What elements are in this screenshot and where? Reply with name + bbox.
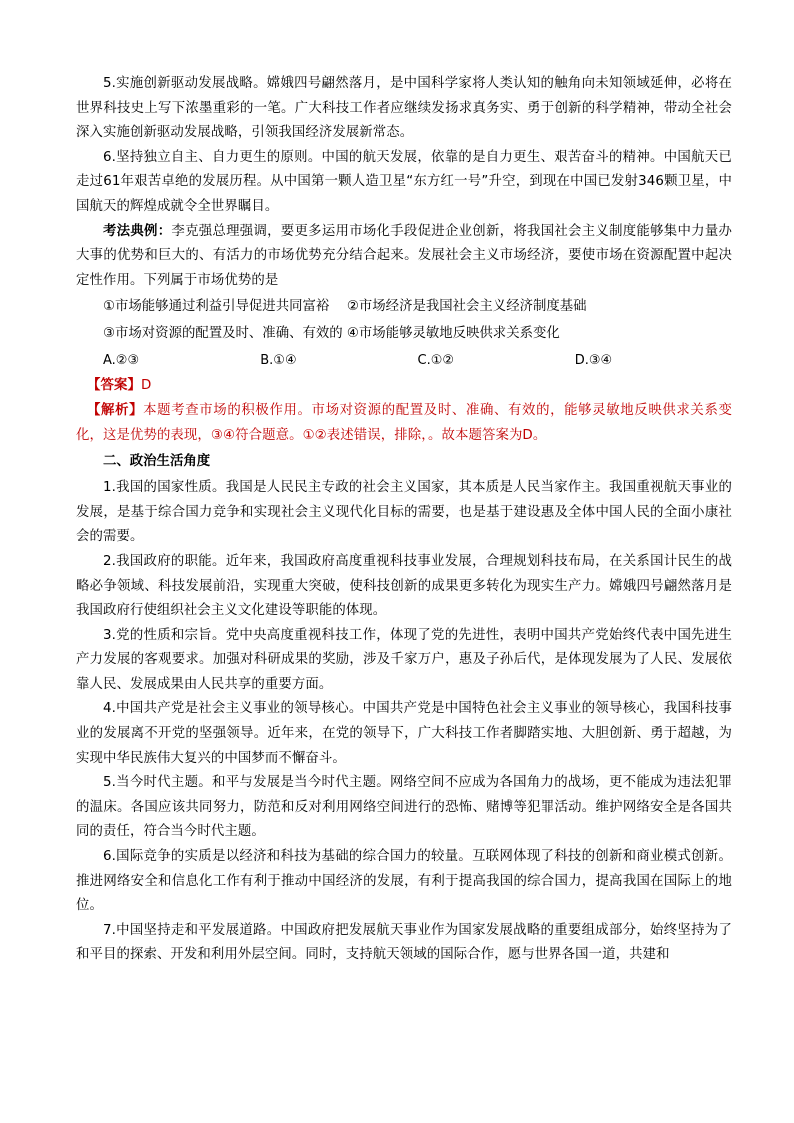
- paragraph-heading: 7.中国坚持走和平发展道路。: [103, 922, 281, 938]
- paragraph-b2: [76, 550, 732, 624]
- answer-choices: [76, 347, 732, 374]
- paragraph-b6: [76, 845, 732, 919]
- paragraph-b7: [76, 919, 732, 968]
- answer-line: [76, 374, 732, 399]
- paragraph-heading: 6.坚持独立自主、自力更生的原则。: [103, 149, 322, 165]
- statement-line-1: ①市场能够通过利益引导促进共同富裕 ②市场经济是我国社会主义经济制度基础: [103, 299, 587, 315]
- paragraph-b5: [76, 771, 732, 845]
- choice-a: A.②③: [103, 353, 140, 369]
- paragraph-heading: 4.中国共产党是社会主义事业的领导核心。: [103, 701, 363, 717]
- paragraph-body: 近年来，我国政府高度重视科技事业发展，合理规划科技布局，在关系国计民生的战略必争领域、科技发展前沿，实现重大突破，使科技创新的成果更多转化为现实生产力。嫦娥四号翩然落月是我国政府行使组织社会主义文化建设等职能的体现。: [76, 553, 733, 619]
- choice-b: B.①④: [260, 353, 297, 369]
- paragraph-b3: [76, 624, 732, 698]
- paragraph-heading: 5.当今时代主题。: [103, 775, 212, 791]
- answer-value: D: [140, 378, 152, 394]
- paragraph-heading: 3.党的性质和宗旨。: [103, 627, 226, 643]
- paragraph-heading: 6.国际竞争的实质是以经济和科技为基础的综合国力的较量。: [103, 849, 473, 865]
- paragraph-body: 中国共产党是中国特色社会主义事业的领导核心，我国科技事业的发展离不开党的坚强领导。近年来，在党的领导下，广大科技工作者脚踏实地、大胆创新、勇于超越，为实现中华民族伟大复兴的中国梦而不懈奋斗。: [76, 701, 733, 766]
- answer-label: 【答案】: [87, 378, 141, 394]
- choice-d: D.③④: [574, 353, 613, 369]
- paragraph-6: [76, 146, 732, 220]
- paragraph-b4: [76, 697, 732, 771]
- analysis-line: [76, 399, 732, 448]
- example-text: 李克强总理强调，要更多运用市场化手段促进企业创新，将我国社会主义制度能够集中力量办大事的优势和巨大的、有活力的市场优势充分结合起来。发展社会主义市场经济，要使市场在资源配置中起决定性作用。下列属于市场优势的是: [76, 223, 732, 288]
- paragraph-body: 中国政府把发展航天事业作为国家发展战略的重要组成部分，始终坚持为了和平目的探索、开发和利用外层空间。同时，支持航天领域的国际合作，愿与世界各国一道，共建和: [76, 922, 732, 963]
- paragraph-body: 我国是人民民主专政的社会主义国家，其本质是人民当家作主。我国重视航天事业的发展，是基于综合国力竞争和实现社会主义现代化目标的需要，也是基于建设惠及全体中国人民的全面小康社会的需要。: [76, 480, 733, 545]
- paragraph-body: 互联网体现了科技的创新和商业模式创新。推进网络安全和信息化工作有利于推动中国经济的发展，有利于提高我国的综合国力，提高我国在国际上的地位。: [76, 849, 732, 914]
- paragraph-body: 中国的航天发展，依靠的是自力更生、艰苦奋斗的精神。中国航天已走过61年艰苦卓绝的发展历程。从中国第一颗人造卫星“东方红一号”升空，到现在中国已发射346颗卫星，中国航天的辉煌成就令全世界瞩目。: [76, 149, 732, 214]
- analysis-label: 【解析】: [87, 402, 144, 418]
- paragraph-heading: 5.实施创新驱动发展战略。: [103, 76, 267, 91]
- choice-c: C.①②: [417, 353, 455, 369]
- example-label: 考法典例：: [103, 223, 172, 239]
- paragraph-heading: 1.我国的国家性质。: [103, 480, 226, 496]
- paragraph-heading: 2.我国政府的职能。: [103, 553, 226, 569]
- section-title: 二、政治生活角度: [103, 454, 211, 470]
- paragraph-body: 嫦娥四号翩然落月，是中国科学家将人类认知的触角向未知领域延伸，必将在世界科技史上写下浓墨重彩的一笔。广大科技工作者应继续发扬求真务实、勇于创新的科学精神，带动全社会深入实施创新驱动发展战略，引领我国经济发展新常态。: [76, 76, 732, 141]
- paragraph-body: 和平与发展是当今时代主题。网络空间不应成为各国角力的战场，更不能成为违法犯罪的温床。各国应该共同努力，防范和反对利用网络空间进行的恐怖、赌博等犯罪活动。维护网络安全是各国共同的责任，符合当今时代主题。: [76, 775, 732, 840]
- paragraph-b1: [76, 476, 732, 550]
- paragraph-5: [76, 72, 732, 146]
- statement-line-2: ③市场对资源的配置及时、准确、有效的 ④市场能够灵敏地反映供求关系变化: [103, 326, 560, 342]
- analysis-text: 本题考查市场的积极作用。市场对资源的配置及时、准确、有效的，能够灵敏地反映供求关系变化，这是优势的表现，③④符合题意。①②表述错误，排除，。故本题答案为D。: [76, 402, 732, 443]
- paragraph-body: 党中央高度重视科技工作，体现了党的先进性，表明中国共产党始终代表中国先进生产力发展的客观要求。加强对科研成果的奖励，涉及千家万户，惠及子孙后代，是体现发展为了人民、发展依靠人民、发展成果由人民共享的重要方面。: [76, 627, 733, 692]
- example-question: [76, 220, 732, 294]
